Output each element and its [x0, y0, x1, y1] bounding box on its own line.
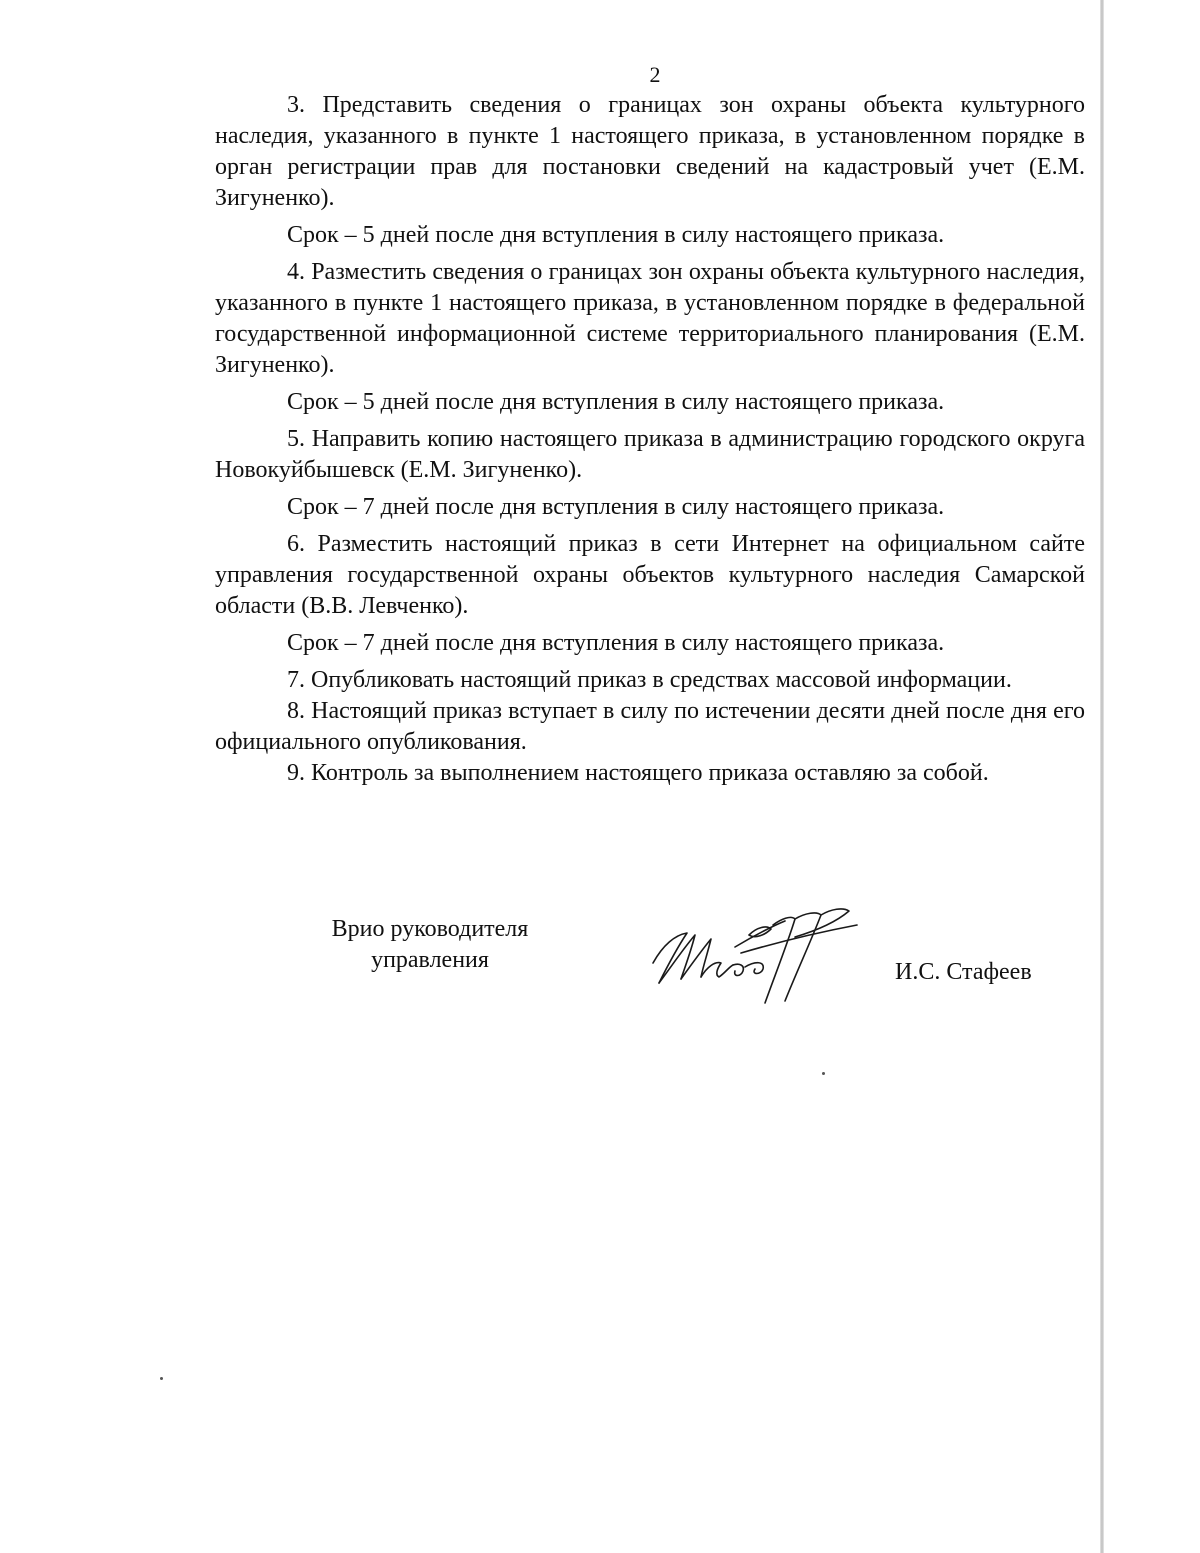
item-4: 4. Разместить сведения о границах зон охраны объекта культурного наследия, указанного в пункте 1 настоящего приказа, в установленном порядке в федеральной государственной информационной системе территориального планирования (Е.М. Зигуненко). — [215, 259, 1085, 378]
item-5: 5. Направить копию настоящего приказа в администрацию городского округа Новокуйбышевск (Е.М. Зигуненко). — [215, 426, 1085, 483]
item-3: 3. Представить сведения о границах зон охраны объекта культурного наследия, указанного в пункте 1 настоящего приказа, в установленном порядке в орган регистрации прав для постановки сведений на кадастровый учет (Е.М. Зигуненко). — [215, 92, 1085, 211]
signatory-title-line-1: Врио руководителя — [331, 916, 529, 942]
scan-speck — [160, 1377, 163, 1380]
document-body — [215, 90, 1085, 789]
item-7: 7. Опубликовать настоящий приказ в средствах массовой информации. — [287, 667, 1012, 693]
scan-speck — [822, 1072, 825, 1075]
item-9: 9. Контроль за выполнением настоящего приказа оставляю за собой. — [287, 760, 989, 786]
deadline-5: Срок – 7 дней после дня вступления в силу настоящего приказа. — [287, 494, 945, 520]
deadline-4: Срок – 5 дней после дня вступления в силу настоящего приказа. — [287, 389, 945, 415]
deadline-3: Срок – 5 дней после дня вступления в силу настоящего приказа. — [287, 222, 945, 248]
deadline-6: Срок – 7 дней после дня вступления в силу настоящего приказа. — [287, 630, 945, 656]
scan-edge-shadow — [1100, 0, 1104, 1553]
page-number: 2 — [649, 62, 661, 87]
signatory-title-line-2: управления — [371, 947, 489, 973]
signatory-title — [300, 914, 560, 976]
item-6: 6. Разместить настоящий приказ в сети Интернет на официальном сайте управления государственной охраны объектов культурного наследия Самарской области (В.В. Левченко). — [215, 531, 1085, 619]
handwritten-signature — [645, 905, 870, 1015]
signatory-name: И.С. Стафеев — [895, 959, 1032, 985]
item-8: 8. Настоящий приказ вступает в силу по истечении десяти дней после дня его официального опубликования. — [215, 698, 1085, 755]
